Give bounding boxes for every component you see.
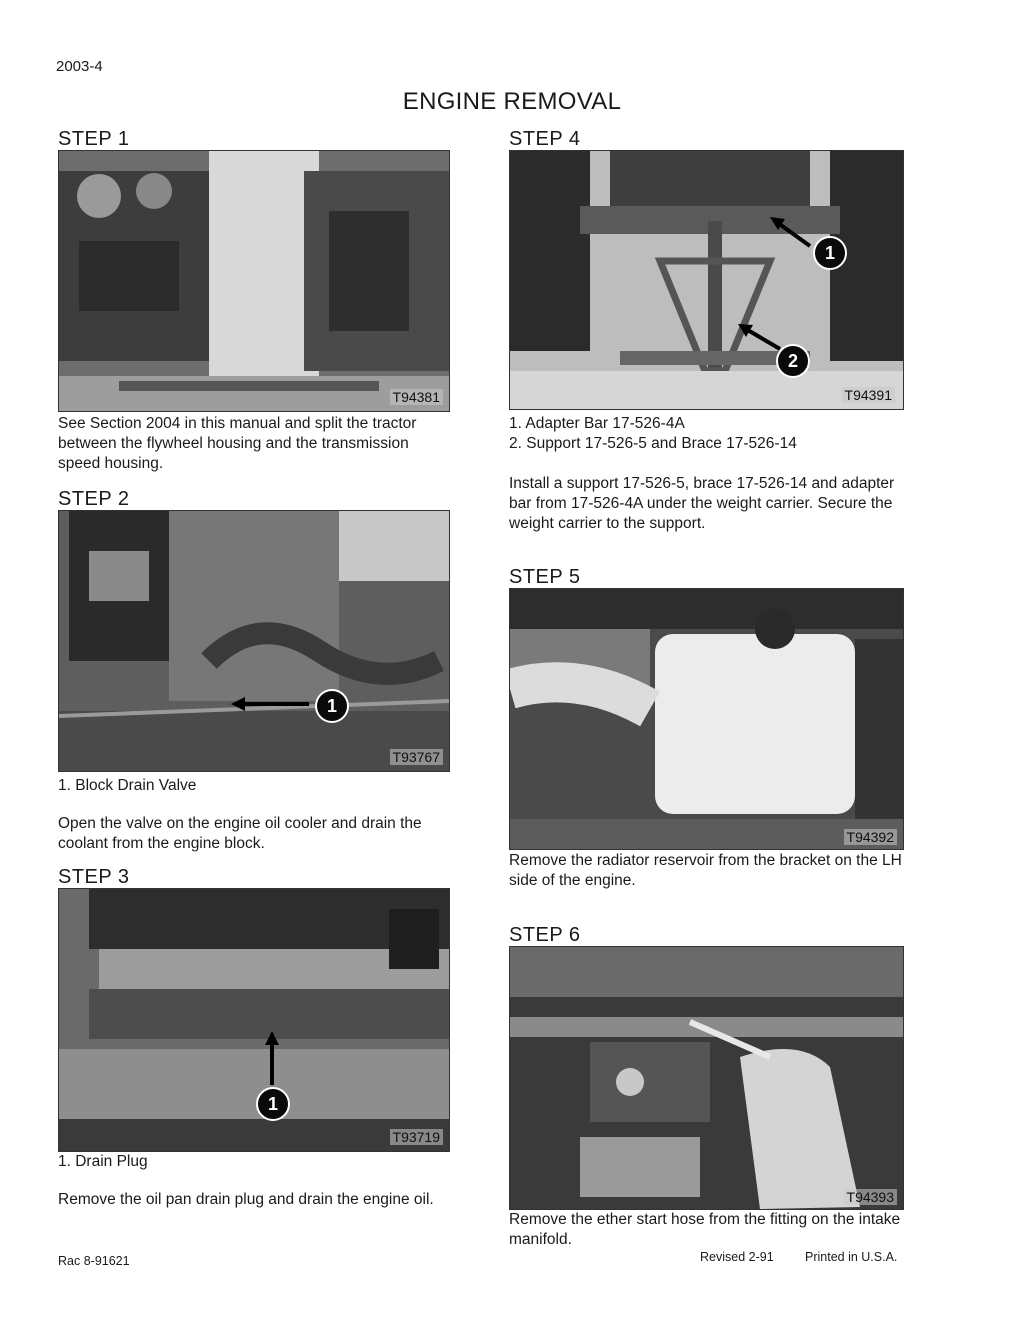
step2-text: Open the valve on the engine oil cooler and drain the coolant from the engine block. <box>58 815 422 852</box>
step2-heading: STEP 2 <box>58 488 130 510</box>
step1-photo-code: T94381 <box>390 389 443 405</box>
step6-photo-art <box>510 947 903 1209</box>
step1-text: See Section 2004 in this manual and split the tractor between the flywheel housing and the transmission speed housing. <box>58 415 417 472</box>
step4-caption-2: 2. Support 17-526-5 and Brace 17-526-14 <box>509 435 797 452</box>
step6-text: Remove the ether start hose from the fitting on the intake manifold. <box>509 1211 901 1248</box>
step1-photo <box>58 150 450 412</box>
step3-heading: STEP 3 <box>58 866 130 888</box>
step3-caption-1: 1. Drain Plug <box>58 1153 148 1170</box>
step5-heading: STEP 5 <box>509 566 581 588</box>
step4-photo <box>509 150 904 410</box>
step2-caption-1: 1. Block Drain Valve <box>58 777 197 794</box>
step6-photo <box>509 946 904 1210</box>
step2-photo-code: T93767 <box>390 749 443 765</box>
step4-photo-code: T94391 <box>842 387 895 403</box>
step6-heading: STEP 6 <box>509 924 581 946</box>
step4-text: Install a support 17-526-5, brace 17-526-14 and adapter bar from 17-526-4A under the weight carrier. Secure the weight carrier to the support. <box>509 475 895 532</box>
footer-printed: Printed in U.S.A. <box>805 1250 898 1264</box>
step5-photo-art <box>510 589 903 849</box>
step4-heading: STEP 4 <box>509 128 581 150</box>
page-number: 2003-4 <box>56 58 103 75</box>
step5-photo <box>509 588 904 850</box>
step1-photo-art <box>59 151 449 411</box>
step4-arrows <box>510 151 903 409</box>
step4-caption-1: 1. Adapter Bar 17-526-4A <box>509 415 685 432</box>
step2-arrow <box>59 511 449 771</box>
step2-callout-1: 1 <box>315 689 349 723</box>
step3-photo-code: T93719 <box>390 1129 443 1145</box>
step4-callout-2: 2 <box>776 344 810 378</box>
step4-callout-1: 1 <box>813 236 847 270</box>
step3-callout-1: 1 <box>256 1087 290 1121</box>
step1-heading: STEP 1 <box>58 128 130 150</box>
step2-photo <box>58 510 450 772</box>
step3-photo <box>58 888 450 1152</box>
footer-doc-code: Rac 8-91621 <box>58 1254 130 1268</box>
footer-revised: Revised 2-91 <box>700 1250 774 1264</box>
step3-arrow <box>59 889 449 1151</box>
step6-photo-code: T94393 <box>844 1189 897 1205</box>
step3-text: Remove the oil pan drain plug and drain the engine oil. <box>58 1191 434 1208</box>
step5-text: Remove the radiator reservoir from the bracket on the LH side of the engine. <box>509 852 902 889</box>
step5-photo-code: T94392 <box>844 829 897 845</box>
page-title: ENGINE REMOVAL <box>402 88 622 115</box>
